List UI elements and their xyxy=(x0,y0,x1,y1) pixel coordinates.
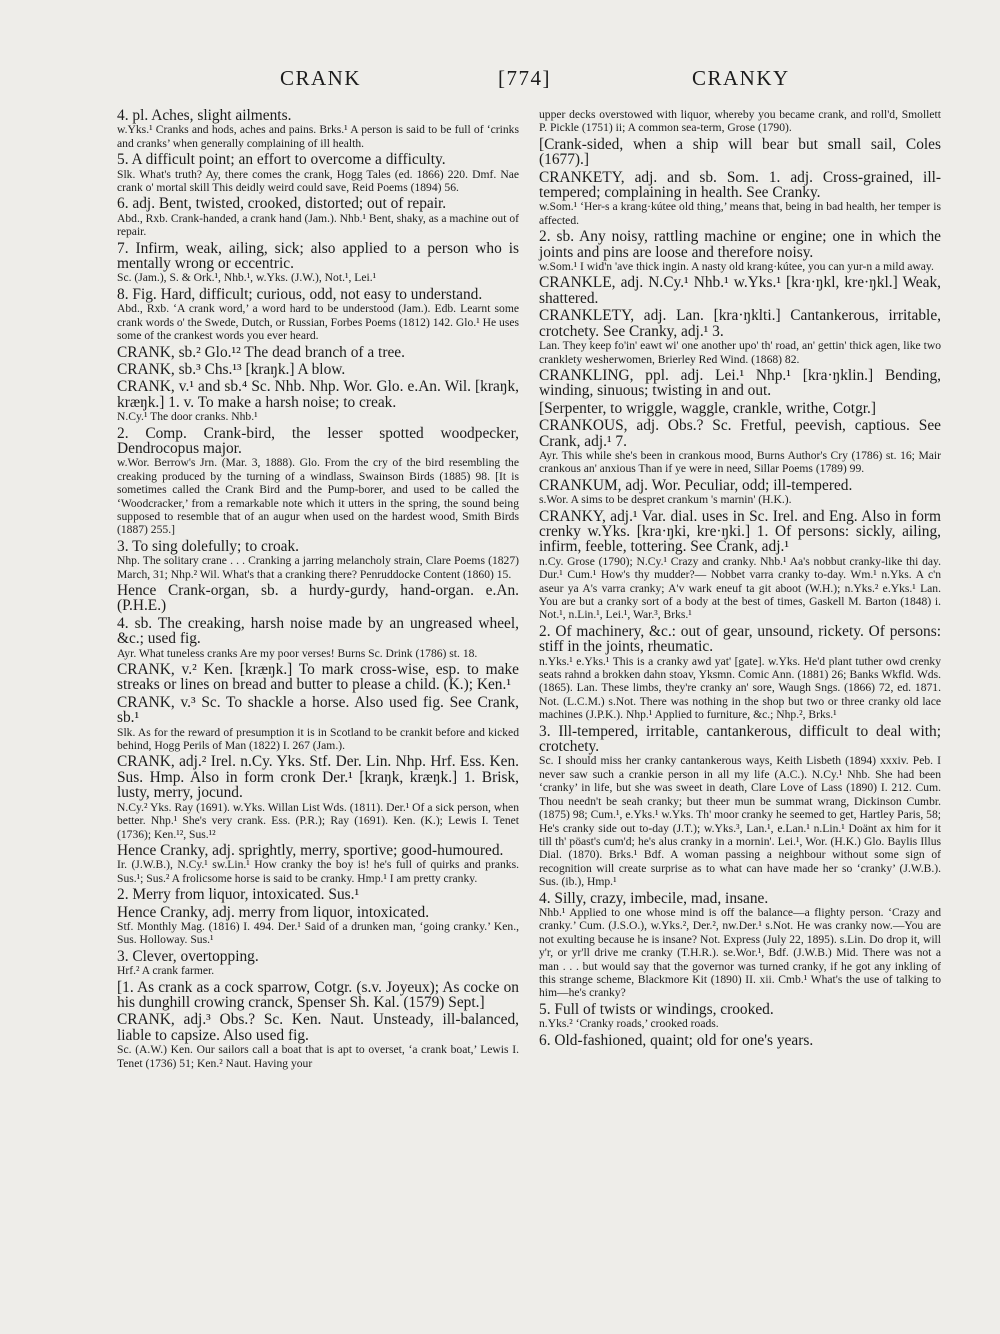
entry-paragraph: 2. Of machinery, &c.: out of gear, unsound, rickety. Of persons: stiff in the joints, rheumatic. xyxy=(539,622,941,656)
entry-paragraph: 2. Comp. Crank-bird, the lesser spotted woodpecker, Dendrocopus major. xyxy=(117,424,519,457)
entry-paragraph: [Crank-sided, when a ship will bear but small sail, Coles (1677).] xyxy=(539,135,941,169)
entry-paragraph: CRANKUM, adj. Wor. Peculiar, odd; ill-tempered. xyxy=(539,476,853,494)
entry-paragraph: 5. Full of twists or windings, crooked. xyxy=(539,1000,774,1018)
citation-paragraph: w.Wor. Berrow's Jrn. (Mar. 3, 1888). Glo. From the cry of the bird resembling the creaking produced by the turning of a windlass, Swainson Birds (1885) 98. [It is sometimes called the Crank Bird and the Pump-borer, and used to be called the ‘Woodcracker,’ from a remarkable note which it utters in the spring, the sound being supposed to resemble that of an augur when used on the hardest wood, Smith Birds (1887) 255.] xyxy=(117,456,519,537)
citation-paragraph: N.Cy.¹ The door cranks. Nhb.¹ xyxy=(117,410,258,424)
entry-paragraph: 8. Fig. Hard, difficult; curious, odd, not easy to understand. xyxy=(117,285,483,303)
entry-paragraph: CRANKY, adj.¹ Var. dial. uses in Sc. Irel. and Eng. Also in form crenky w.Yks. [kra·ŋki, kre·ŋki.] 1. Of persons: sickly, ailing, infirm, feeble, tottering. See Crank, adj.¹ xyxy=(539,507,941,556)
entry-paragraph: [Serpenter, to wriggle, waggle, crankle, writhe, Cotgr.] xyxy=(539,399,877,417)
citation-paragraph: Ayr. This while she's been in crankous mood, Burns Author's Cry (1786) st. 16; Mair crankous an' anxious Than if ye were in need, Sillar Poems (1789) 99. xyxy=(539,448,941,476)
right-column xyxy=(539,108,941,1048)
citation-paragraph: Hrf.² A crank farmer. xyxy=(117,964,215,978)
citation-paragraph: Stf. Monthly Mag. (1816) I. 494. Der.¹ Said of a drunken man, ‘going cranky.’ Ken., Sus. Holloway. Sus.¹ xyxy=(117,919,519,947)
citation-paragraph: Lan. They keep fo'in' eawt wi' one another upo' th' road, an' gettin' thick agen, like two cranklety wesherwomen, Brierley Red Wind. (1868) 82. xyxy=(539,339,941,366)
citation-paragraph: Abd., Rxb. ‘A crank word,’ a word hard to be understood (Jam.). Edb. Learnt some crank words o' the Swede, Dutch, or Russian, Forbes Poems (1812) 142. Glo.¹ He uses some of the crankest words you ever heard. xyxy=(117,302,519,343)
header-right-word: CRANKY xyxy=(692,66,790,90)
citation-paragraph: w.Som.¹ ‘Her-s a krang·kútee old thing,’ means that, being in bad health, her temper is affected. xyxy=(539,200,941,227)
entry-paragraph: CRANK, sb.³ Chs.¹³ [kraŋk.] A blow. xyxy=(117,360,346,378)
entry-paragraph: 4. Silly, crazy, imbecile, mad, insane. xyxy=(539,889,769,907)
citation-paragraph: Nhp. The solitary crane . . . Cranking a jarring melancholy strain, Clare Poems (1827) March, 31; Nhp.² Wil. What's that a cranking there? Penruddocke Content (1860) 15. xyxy=(117,554,519,581)
citation-paragraph: Sc. (Jam.), S. & Ork.¹, Nhb.¹, w.Yks. (J.W.), Not.¹, Lei.¹ xyxy=(117,271,377,285)
running-header xyxy=(0,66,1000,100)
left-column xyxy=(117,108,519,1070)
entry-paragraph: [1. As crank as a cock sparrow, Cotgr. (s.v. Joyeux); As cocke on his dunghill crowing cranck, Spenser Sh. Kal. (1579) Sept.] xyxy=(117,978,519,1011)
entry-paragraph: CRANKLE, adj. N.Cy.¹ Nhb.¹ w.Yks.¹ [kra·ŋkl, kre·ŋkl.] Weak, shattered. xyxy=(539,274,941,307)
entry-paragraph: 6. Old-fashioned, quaint; old for one's years. xyxy=(539,1031,814,1049)
citation-paragraph: w.Som.¹ I wid'n 'ave thick ingin. A nasty old krang·kútee, you can yur-n a mild away. xyxy=(539,260,934,274)
entry-paragraph: Hence Cranky, adj. merry from liquor, intoxicated. xyxy=(117,903,430,921)
entry-paragraph: CRANK, adj.³ Obs.? Sc. Ken. Naut. Unsteady, ill-balanced, liable to capsize. Also used fig. xyxy=(117,1011,519,1044)
entry-paragraph: 2. Merry from liquor, intoxicated. Sus.¹ xyxy=(117,886,360,904)
citation-paragraph: n.Yks.¹ e.Yks.¹ This is a cranky awd yat' [gate]. w.Yks. He'd plant tuther owd crenky seats rahnd a brokken dahn stoav, Yksmn. Comic Ann. (1881) 26; Banks Wkfld. Wds. (1865). Lan. These limbs, they're cranky an' sore, Waugh Sngs. (1866) 72, ed. 1871. Not. (L.C.M.) s.Not. There was nothing in the shop but two or three cranky old lace machines (J.P.K.). Nhp.¹ Applied to furniture, &c.; Nhp.², Brks.¹ xyxy=(539,654,941,722)
entry-paragraph: CRANK, sb.² Glo.¹² The dead branch of a tree. xyxy=(117,343,405,361)
page-number: [774] xyxy=(498,66,551,90)
entry-paragraph: Hence Crank-organ, sb. a hurdy-gurdy, hand-organ. e.An. (P.H.E.) xyxy=(117,582,519,615)
entry-paragraph: 6. adj. Bent, twisted, crooked, distorted; out of repair. xyxy=(117,195,447,213)
citation-paragraph: Ayr. What tuneless cranks Are my poor verses! Burns Sc. Drink (1786) st. 18. xyxy=(117,646,478,660)
citation-paragraph: Sc. I should miss her cranky cantankerous ways, Keith Lisbeth (1894) xxxiv. Peb. I never saw such a crankie person in all my life (A.C.). N.Cy.¹ Nhb. She had been ‘cranky’ in life, but she was sweet in death, Clare Love of Lass (1890) I. 212. Cum. Thou needn't be seah cranky; but theer mun be summat wrang, Dickinson Cumbr. (1875) 98; Cum.¹, e.Yks.¹ w.Yks. Th' moor cranky he seemed to get, Hartley Paris, 58; He's cranky side out to-day (J.T.); w.Yks.³, Lan.¹, e.Lan.¹ n.Lin.¹ Doänt ax him for it till th' pöast's cum'd; he's alus cranky in a mornin'. Lei.¹, Wor. (H.K.) Glo. Baylis Illus Dial. (1870). Brks.¹ Bdf. A woman passing a neighbour without some sign of recognition will create surprise as to what can have made her so ‘cranky’ (J.W.B.). Sus. (ib.), Hmp.¹ xyxy=(539,754,941,889)
entry-paragraph: 4. pl. Aches, slight ailments. xyxy=(117,107,292,124)
entry-paragraph: CRANKLETY, adj. Lan. [kra·ŋklti.] Cantankerous, irritable, crotchety. See Cranky, adj.¹ 3. xyxy=(539,307,941,340)
citation-paragraph: Ir. (J.W.B.), N.Cy.¹ sw.Lin.¹ How cranky the boy is! he's full of quirks and pranks. Sus.¹; Sus.² A frolicsome horse is said to be cranky. Hmp.¹ I am pretty cranky. xyxy=(117,858,519,885)
citation-paragraph: Slk. What's truth? Ay, there comes the crank, Hogg Tales (ed. 1866) 220. Dmf. Nae crank o' mortal skill This deidly weird could save, Reid Poems (1894) 56. xyxy=(117,167,519,195)
citation-paragraph: N.Cy.² Yks. Ray (1691). w.Yks. Willan List Wds. (1811). Der.¹ Of a sick person, when better. Nhp.¹ She's very crank. Ess. (P.R.); Ray (1691). Ken. (K.); Lewis I. Tenet (1736); Ken.¹², Sus.¹² xyxy=(117,800,519,841)
entry-paragraph: CRANK, adj.² Irel. n.Cy. Yks. Stf. Der. Lin. Nhp. Hrf. Ess. Ken. Sus. Hmp. Also in form cronk Der.¹ [kraŋk, kræŋk.] 1. Brisk, lusty, merry, jocund. xyxy=(117,753,519,802)
entry-paragraph: CRANKLING, ppl. adj. Lei.¹ Nhp.¹ [kra·ŋklin.] Bending, winding, sinuous; twisting in and out. xyxy=(539,366,941,400)
entry-paragraph: CRANK, v.³ Sc. To shackle a horse. Also used fig. See Crank, sb.¹ xyxy=(117,693,519,727)
entry-paragraph: 2. sb. Any noisy, rattling machine or engine; one in which the joints and pins are loose and therefore noisy. xyxy=(539,228,941,261)
entry-paragraph: 3. Clever, overtopping. xyxy=(117,947,259,965)
citation-paragraph: Nhb.¹ Applied to one whose mind is off the balance—a flighty person. ‘Crazy and cranky.’ Cum. (J.S.O.), w.Yks.², Der.², nw.Der.¹ s.Not. He was cranky now.—You are not exulting because he is insane? Not. Express (July 22, 1895). s.Lin. Do drop it, will y'r, or yr'll drive me cranky (T.H.R.). se.Wor.¹, Bdf. (J.W.B.) Mid. There was not a man . . . but would say that the governor was turned cranky, if he got any inkling of this strange scheme, Blackmore Kit (1890) II. xii. Cmb.¹ What's the use of talking to him—he's cranky? xyxy=(539,905,941,1000)
entry-paragraph: CRANKETY, adj. and sb. Som. 1. adj. Cross-grained, ill-tempered; complaining in health. See Cranky. xyxy=(539,168,941,202)
entry-paragraph: CRANK, v.¹ and sb.⁴ Sc. Nhb. Nhp. Wor. Glo. e.An. Wil. [kraŋk, kræŋk.] 1. v. To make a harsh noise; to creak. xyxy=(117,378,519,411)
citation-paragraph: w.Yks.¹ Cranks and hods, aches and pains. Brks.¹ A person is said to be full of ‘crinks and cranks’ when generally complaining of ill health. xyxy=(117,123,519,150)
entry-paragraph: CRANKOUS, adj. Obs.? Sc. Fretful, peevish, captious. See Crank, adj.¹ 7. xyxy=(539,417,941,450)
entry-paragraph: 5. A difficult point; an effort to overcome a difficulty. xyxy=(117,151,446,169)
entry-paragraph: CRANK, v.² Ken. [kræŋk.] To mark cross-wise, esp. to make streaks or lines on bread and butter to please a child. (K.); Ken.¹ xyxy=(117,661,519,694)
entry-paragraph: 3. To sing dolefully; to croak. xyxy=(117,537,300,555)
citation-paragraph: n.Cy. Grose (1790); N.Cy.¹ Crazy and cranky. Nhb.¹ Aa's nobbut cranky-like thi day. Dur.¹ Cum.¹ How's thy mudder?— Nobbet varra cranky to-day. Wm.¹ n.Yks. A c'n aseur ya A's varra cranky; A'v wark eneuf ta git aboot (W.H.); n.Yks.² e.Yks.¹ Lan. You are but a cranky sort of a body at the best of times, Gaskell M. Barton (1848) i. Not.¹, n.Lin.¹, Lei.¹, War.³, Brks.¹ xyxy=(539,554,941,622)
citation-paragraph: n.Yks.² ‘Cranky roads,’ crooked roads. xyxy=(539,1017,719,1031)
citation-paragraph: Abd., Rxb. Crank-handed, a crank hand (Jam.). Nhb.¹ Bent, shaky, as a machine out of repair. xyxy=(117,211,519,239)
entry-paragraph: 7. Infirm, weak, ailing, sick; also applied to a person who is mentally wrong or eccentric. xyxy=(117,239,519,273)
entry-paragraph: 3. Ill-tempered, irritable, cantankerous, difficult to deal with; crotchety. xyxy=(539,722,941,756)
header-left-word: CRANK xyxy=(280,66,362,90)
citation-paragraph: Sc. (A.W.) Ken. Our sailors call a boat that is apt to overset, ‘a crank boat,’ Lewis I. Tenet (1736) 51; Ken.² Naut. Having your xyxy=(117,1043,519,1070)
entry-paragraph: Hence Cranky, adj. sprightly, merry, sportive; good-humoured. xyxy=(117,841,504,859)
citation-paragraph: Slk. As for the reward of presumption it is in Scotland to be crankit before and kicked behind, Hogg Perils of Man (1822) I. 267 (Jam.). xyxy=(117,725,519,753)
citation-paragraph: upper decks overstowed with liquor, whereby you became crank, and roll'd, Smollett P. Pickle (1751) ii; A common sea-term, Grose (1790). xyxy=(539,108,941,135)
citation-paragraph: s.Wor. A sims to be despret crankum 's marnin' (H.K.). xyxy=(539,493,792,507)
entry-paragraph: 4. sb. The creaking, harsh noise made by an ungreased wheel, &c.; used fig. xyxy=(117,614,519,648)
